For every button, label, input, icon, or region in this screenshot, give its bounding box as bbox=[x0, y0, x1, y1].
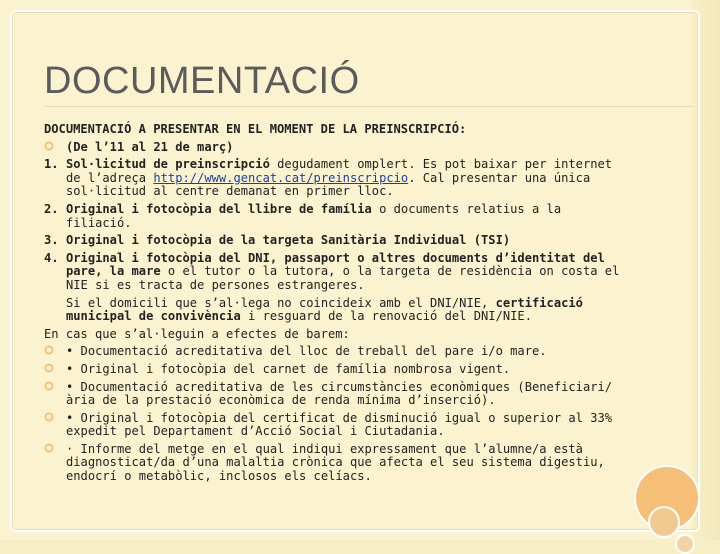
item1-text-a: degudament omplert. Es pot baixar per internet de l’adreça bbox=[66, 157, 613, 185]
item4-text: o el tutor o la tutora, o la targeta de residència on costa el NIE si es tracta de persones estrangeres. bbox=[66, 264, 620, 292]
slide-title: DOCUMENTACIÓ bbox=[44, 60, 360, 102]
decorative-circle-small bbox=[675, 534, 695, 554]
barem-line bbox=[44, 328, 624, 342]
item-number: 2. bbox=[44, 201, 59, 216]
item-number: 3. bbox=[44, 233, 59, 248]
item1-text-b: . Cal presentar una única sol·licitud al centre demanat en primer lloc. bbox=[66, 170, 591, 199]
barem-bullet-3 bbox=[44, 381, 624, 408]
item4b-text2: i resguard de la renovació del DNI/NIE. bbox=[240, 309, 532, 324]
list-item-2 bbox=[44, 203, 624, 230]
barem-bullet-1 bbox=[44, 345, 624, 359]
decorative-circle-medium bbox=[648, 506, 680, 538]
barem-bullet-2 bbox=[44, 363, 624, 377]
bullet-icon bbox=[44, 363, 54, 373]
bullet-icon bbox=[44, 345, 54, 355]
item2-bold: Original i fotocòpia del llibre de família bbox=[66, 201, 372, 216]
bullet-dates bbox=[44, 141, 624, 155]
list-item-4-note bbox=[44, 297, 624, 324]
heading-line bbox=[44, 123, 624, 137]
list-item-1 bbox=[44, 158, 624, 199]
barem-text: En cas que s’al·leguin a efectes de barem: bbox=[44, 326, 350, 341]
item4b-text: Si el domicili que s’al·lega no coincideix amb el DNI/NIE, bbox=[66, 295, 496, 310]
barem-bullet-5 bbox=[44, 443, 624, 484]
bullet-icon bbox=[44, 141, 54, 151]
preinscripcio-link[interactable]: http://www.gencat.cat/preinscripcio bbox=[153, 170, 409, 185]
list-item-4 bbox=[44, 252, 624, 293]
barem-text-3: • Documentació acreditativa de les circumstàncies econòmiques (Beneficiari/ària de la prestació econòmica de renda mínima d’inserció). bbox=[66, 379, 613, 408]
slide-body bbox=[44, 123, 624, 488]
barem-bullet-4 bbox=[44, 412, 624, 439]
bullet-icon bbox=[44, 381, 54, 391]
item4-bold: Original i fotocòpia del DNI, passaport o altres documents d’identitat del pare, la mare bbox=[66, 250, 605, 279]
barem-text-2: • Original i fotocòpia del carnet de família nombrosa vigent. bbox=[66, 361, 511, 376]
heading-text: DOCUMENTACIÓ A PRESENTAR EN EL MOMENT DE LA PREINSCRIPCIÓ: bbox=[44, 122, 467, 136]
dates-text: (De l’11 al 21 de març) bbox=[66, 139, 234, 154]
title-divider bbox=[44, 106, 694, 107]
item4b-bold: certificació municipal de convivència bbox=[66, 295, 583, 324]
item-number: 1. bbox=[44, 157, 59, 172]
item3-bold: Original i fotocòpia de la targeta Sanitària Individual (TSI) bbox=[66, 233, 511, 248]
barem-text-4: • Original i fotocòpia del certificat de disminució igual o superior al 33% expedit pel Departament d’Acció Social i Ciutadania. bbox=[66, 410, 613, 439]
barem-text-1: • Documentació acreditativa del lloc de treball del pare i/o mare. bbox=[66, 344, 547, 359]
item2-text: o documents relatius a la filiació. bbox=[66, 201, 562, 230]
bullet-icon bbox=[44, 443, 54, 453]
item1-bold: Sol·licitud de preinscripció bbox=[66, 157, 270, 172]
list-item-3 bbox=[44, 234, 624, 248]
bullet-icon bbox=[44, 412, 54, 422]
barem-text-5: · Informe del metge en el qual indiqui expressament que l’alumne/a està diagnosticat/da d’una malaltia crònica que afecta el seu sistema digestiu, endocrí o metabòlic, inclosos els celíacs. bbox=[66, 441, 605, 484]
item-number: 4. bbox=[44, 250, 59, 265]
